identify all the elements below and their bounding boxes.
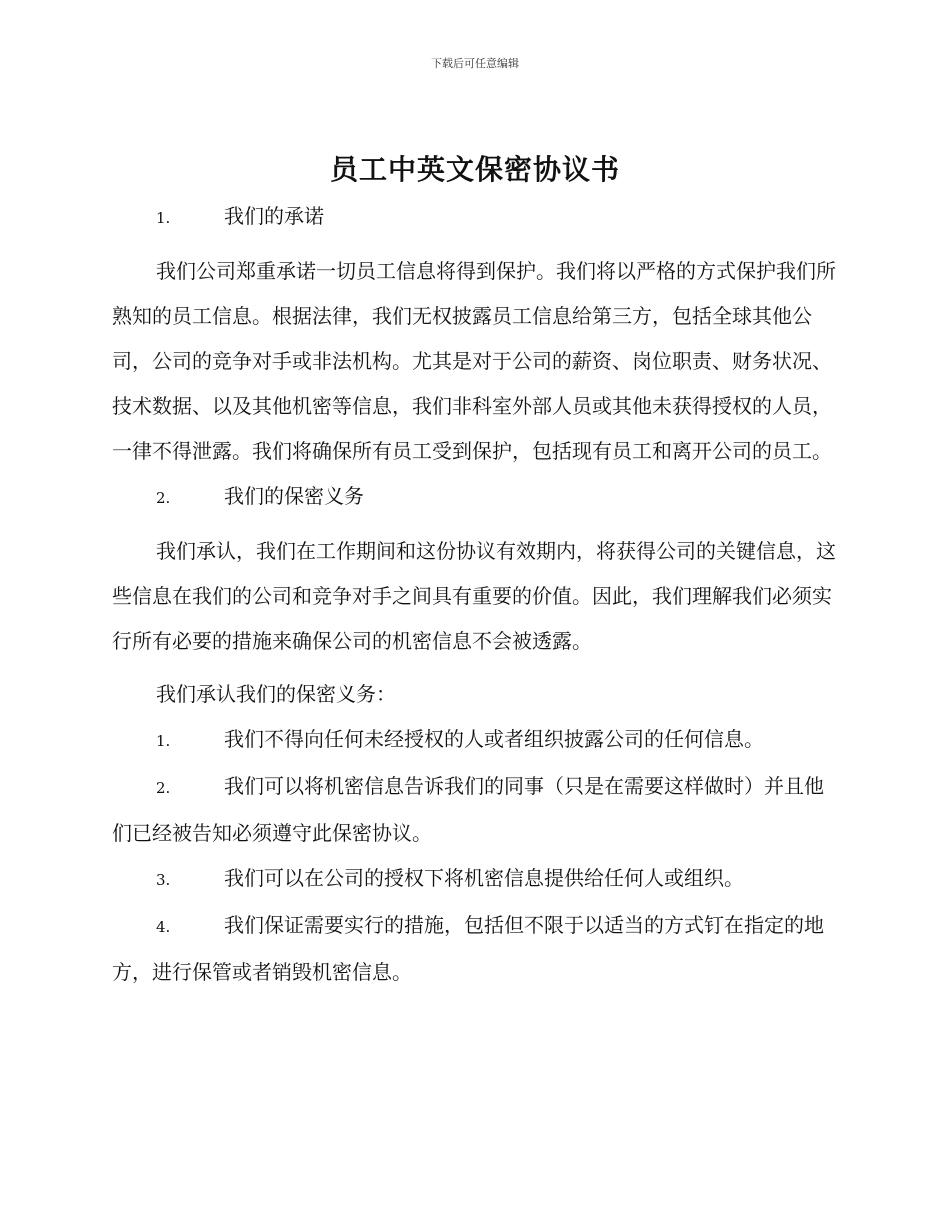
- list-item-number: 1.: [156, 732, 171, 750]
- list-item-number: 4.: [156, 918, 171, 936]
- list-item: [112, 903, 836, 995]
- list-item: [112, 764, 836, 856]
- list-item-text: 我们保证需要实行的措施，包括但不限于以适当的方式钉在指定的地方，进行保管或者销毁机密信息。: [112, 913, 824, 984]
- list-item: [112, 856, 836, 903]
- page-header-note: 下载后可任意编辑: [431, 57, 519, 70]
- list-item-text: 我们可以将机密信息告诉我们的同事（只是在需要这样做时）并且他们已经被告知必须遵守此保密协议。: [112, 774, 824, 845]
- section-number: 2.: [156, 489, 171, 507]
- document-title: 员工中英文保密协议书: [329, 153, 620, 186]
- list-item-number: 2.: [156, 779, 171, 797]
- list-item-text: 我们可以在公司的授权下将机密信息提供给任何人或组织。: [224, 866, 744, 890]
- list-item-number: 3.: [156, 871, 171, 889]
- section-number: 1.: [156, 209, 171, 227]
- section-paragraph-1: 我们公司郑重承诺一切员工信息将得到保护。我们将以严格的方式保护我们所熟知的员工信息。根据法律，我们无权披露员工信息给第三方，包括全球其他公司，公司的竞争对手或非法机构。尤其是对于公司的薪资、岗位职责、财务状况、技术数据、以及其他机密等信息，我们非科室外部人员或其他未获得授权的人员，一律不得泄露。我们将确保所有员工受到保护，包括现有员工和离开公司的员工。: [112, 259, 836, 463]
- obligations-lead: 我们承认我们的保密义务：: [156, 682, 396, 706]
- list-item-text: 我们不得向任何未经授权的人或者组织披露公司的任何信息。: [224, 727, 764, 751]
- section-heading-1: [112, 194, 836, 241]
- section-heading-2: [112, 474, 836, 521]
- section-heading-text: 我们的保密义务: [224, 484, 364, 508]
- list-item: [112, 717, 836, 764]
- section-heading-text: 我们的承诺: [224, 204, 324, 228]
- section-paragraph-2: 我们承认，我们在工作期间和这份协议有效期内，将获得公司的关键信息，这些信息在我们的公司和竞争对手之间具有重要的价值。因此，我们理解我们必须实行所有必要的措施来确保公司的机密信息不会被透露。: [112, 539, 836, 653]
- document-body: [112, 194, 836, 995]
